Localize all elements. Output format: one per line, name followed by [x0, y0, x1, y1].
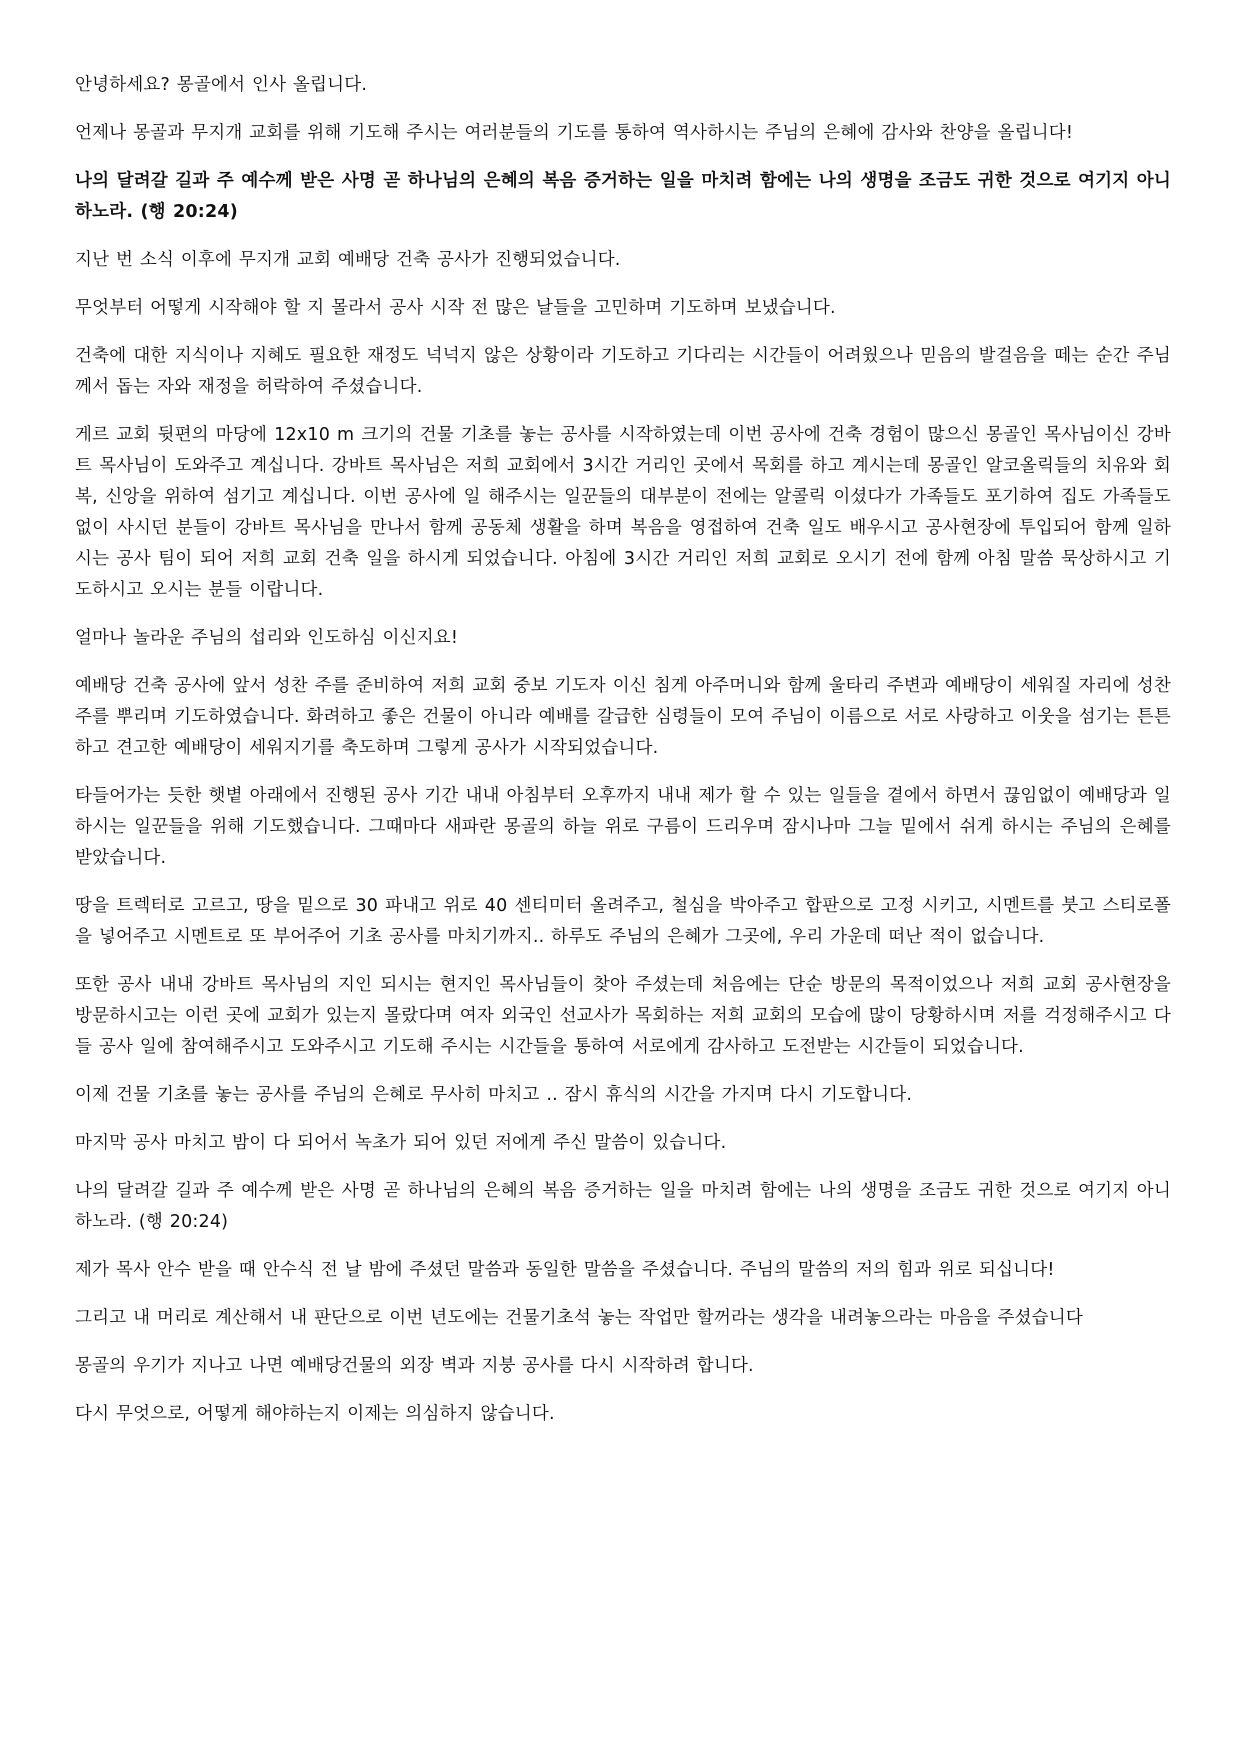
rest-prayer-paragraph: 이제 건물 기초를 놓는 공사를 주님의 은혜로 무사히 마치고 .. 잠시 휴식의 시간을 가지며 다시 기도합니다.: [75, 1085, 913, 1105]
scripture-verse-repeat: 나의 달려갈 길과 주 예수께 받은 사명 곧 하나님의 은혜의 복음 증거하는 일을 마치려 함에는 나의 생명을 조금도 귀한 것으로 여기지 아니하노라. (행 20:24): [75, 1181, 1171, 1232]
sunlight-prayer-paragraph: 타들어가는 듯한 햇볕 아래에서 진행된 공사 기간 내내 아침부터 오후까지 내내 제가 할 수 있는 일들을 곁에서 하면서 끊임없이 예배당과 일하시는 일꾼들을 위해 기도했습니다. 그때마다 새파란 몽골의 하늘 위로 구름이 드리우며 잠시나마 그늘 밑에서 쉬게 하시는 주님의 은혜를 받았습니다.: [75, 786, 1171, 868]
scripture-verse-bold: 나의 달려갈 길과 주 예수께 받은 사명 곧 하나님의 은혜의 복음 증거하는 일을 마치려 함에는 나의 생명을 조금도 귀한 것으로 여기지 아니하노라. (행 20:24): [75, 171, 1171, 222]
provision-paragraph: 건축에 대한 지식이나 지혜도 필요한 재정도 넉넉지 않은 상황이라 기도하고 기다리는 시간들이 어려웠으나 믿음의 발걸음을 떼는 순간 주님께서 돕는 자와 재정을 허락하여 주셨습니다.: [75, 346, 1171, 397]
letter-body: [75, 70, 1171, 1447]
ordination-word-paragraph: 제가 목사 안수 받을 때 안수식 전 날 밤에 주셨던 말씀과 동일한 말씀을 주셨습니다. 주님의 말씀의 저의 힘과 위로 되십니다!: [75, 1260, 1055, 1280]
foundation-work-paragraph: 게르 교회 뒷편의 마당에 12x10 m 크기의 건물 기초를 놓는 공사를 시작하였는데 이번 공사에 건축 경험이 많으신 몽골인 목사님이신 강바트 목사님이 도와주고 계십니다. 강바트 목사님은 저희 교회에서 3시간 거리인 곳에서 목회를 하고 계시는데 몽골인 알코올릭들의 치유와 회복, 신앙을 위하여 섬기고 계십니다. 이번 공사에 일 해주시는 일꾼들의 대부분이 전에는 알콜릭 이셨다가 가족들도 포기하여 집도 가족들도 없이 사시던 분들이 강바트 목사님을 만나서 함께 공동체 생활을 하며 복음을 영접하여 건축 일도 배우시고 공사현장에 투입되어 함께 일하시는 공사 팀이 되어 저희 교회 건축 일을 하시게 되었습니다. 아침에 3시간 거리인 저희 교회로 오시기 전에 함께 아침 말씀 묵상하시고 기도하시고 오시는 분들 이랍니다.: [75, 425, 1171, 600]
visiting-pastors-paragraph: 또한 공사 내내 강바트 목사님의 지인 되시는 현지인 목사님들이 찾아 주셨는데 처음에는 단순 방문의 목적이었으나 저희 교회 공사현장을 방문하시고는 이런 곳에 교회가 있는지 몰랐다며 여자 외국인 선교사가 목회하는 저희 교회의 모습에 많이 당황하시며 저를 걱정해주시고 다들 공사 일에 참여해주시고 도와주시고 기도해 주시는 시간들을 통하여 서로에게 감사하고 도전받는 시간들이 되었습니다.: [75, 975, 1171, 1057]
communion-prayer-paragraph: 예배당 건축 공사에 앞서 성찬 주를 준비하여 저희 교회 중보 기도자 이신 침게 아주머니와 함께 울타리 주변과 예배당이 세워질 자리에 성찬 주를 뿌리며 기도하였습니다. 화려하고 좋은 건물이 아니라 예배를 갈급한 심령들이 모여 주님이 이름으로 서로 사랑하고 이웃을 섬기는 튼튼하고 견고한 예배당이 세워지기를 축도하며 그렇게 공사가 시작되었습니다.: [75, 676, 1171, 758]
greeting-paragraph: 안녕하세요? 몽골에서 인사 올립니다.: [75, 75, 368, 95]
next-phase-paragraph: 몽골의 우기가 지나고 나면 예배당건물의 외장 벽과 지붕 공사를 다시 시작하려 합니다.: [75, 1356, 754, 1376]
closing-paragraph: 다시 무엇으로, 어떻게 해야하는지 이제는 의심하지 않습니다.: [75, 1404, 555, 1424]
providence-paragraph: 얼마나 놀라운 주님의 섭리와 인도하심 이신지요!: [75, 628, 459, 648]
prayer-before-start-paragraph: 무엇부터 어떻게 시작해야 할 지 몰라서 공사 시작 전 많은 날들을 고민하며 기도하며 보냈습니다.: [75, 298, 836, 318]
construction-intro-paragraph: 지난 번 소식 이후에 무지개 교회 예배당 건축 공사가 진행되었습니다.: [75, 250, 621, 270]
thanks-paragraph: 언제나 몽골과 무지개 교회를 위해 기도해 주시는 여러분들의 기도를 통하여 역사하시는 주님의 은혜에 감사와 찬양을 올립니다!: [75, 123, 1074, 143]
letting-go-paragraph: 그리고 내 머리로 계산해서 내 판단으로 이번 년도에는 건물기초석 놓는 작업만 할꺼라는 생각을 내려놓으라는 마음을 주셨습니다: [75, 1308, 1084, 1328]
final-night-paragraph: 마지막 공사 마치고 밤이 다 되어서 녹초가 되어 있던 저에게 주신 말씀이 있습니다.: [75, 1133, 727, 1153]
groundwork-steps-paragraph: 땅을 트렉터로 고르고, 땅을 밑으로 30 파내고 위로 40 센티미터 올려주고, 철심을 박아주고 합판으로 고정 시키고, 시멘트를 붓고 스티로폴을 넣어주고 시멘트로 또 부어주어 기초 공사를 마치기까지.. 하루도 주님의 은혜가 그곳에, 우리 가운데 떠난 적이 없습니다.: [75, 896, 1171, 947]
